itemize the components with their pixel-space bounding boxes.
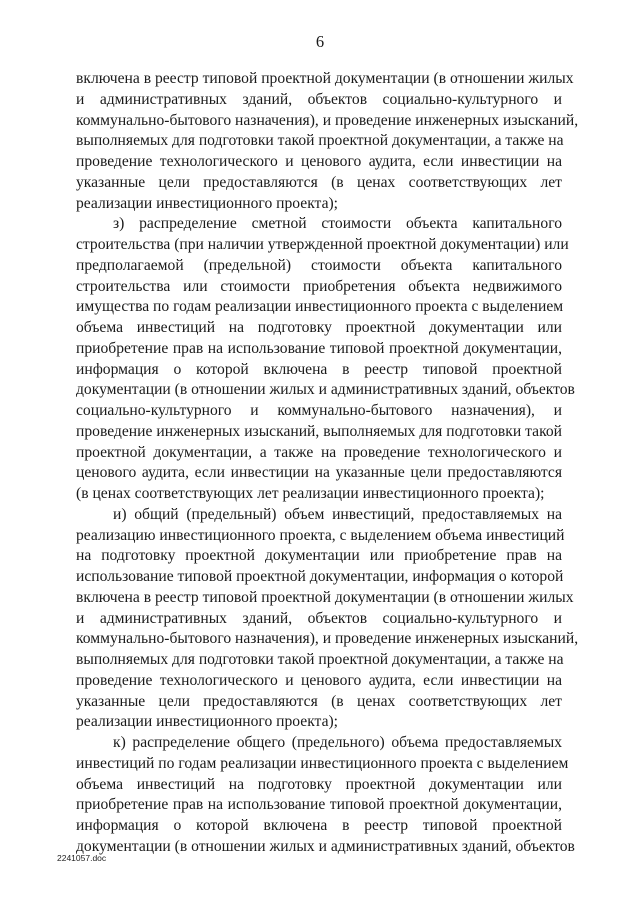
paragraph-item-i <box>76 505 579 733</box>
text-line: выполняемых для подготовки такой проектной документации, а также на <box>76 132 564 150</box>
text-line: строительства или стоимости приобретения объекта недвижимого <box>76 277 562 295</box>
text-line: объема инвестиций на подготовку проектной документации или <box>76 319 562 336</box>
text-line: коммунально-бытового назначения), и проведение инженерных изысканий, <box>76 630 579 648</box>
text-line: имущества по годам реализации инвестиционного проекта с выделением <box>76 298 564 316</box>
text-line: и административных зданий, объектов социально-культурного и <box>76 90 562 108</box>
text-line: документации (в отношении жилых и административных зданий, объектов <box>76 381 575 399</box>
text-line: реализации инвестиционного проекта); <box>76 194 339 212</box>
text-line: реализации инвестиционного проекта); <box>76 713 339 731</box>
text-line: информация о которой включена в реестр типовой проектной <box>76 360 562 378</box>
text-line: приобретение прав на использование типовой проектной документации, <box>76 339 562 357</box>
document-body <box>76 69 579 858</box>
text-line: ценового аудита, если инвестиции на указанные цели предоставляются <box>76 464 562 482</box>
text-line: реализацию инвестиционного проекта, с выделением объема инвестиций <box>76 526 565 544</box>
text-line: и) общий (предельный) объем инвестиций, предоставляемых на <box>113 505 562 523</box>
text-line: информация о которой включена в реестр типовой проектной <box>76 817 562 834</box>
text-line: объема инвестиций на подготовку проектной документации или <box>76 775 562 793</box>
text-line: документации (в отношении жилых и административных зданий, объектов <box>76 837 575 855</box>
paragraph-item-k <box>76 733 575 858</box>
text-line: проведение технологического и ценового аудита, если инвестиции на <box>76 153 562 170</box>
paragraph-continuation <box>76 69 579 214</box>
page-number: 6 <box>315 32 325 51</box>
text-line: строительства (при наличии утвержденной проектной документации) или <box>76 236 569 253</box>
text-line: проектной документации, а также на проведение технологического и <box>76 443 562 461</box>
text-line: предполагаемой (предельной) стоимости объекта капитального <box>76 256 562 274</box>
text-line: указанные цели предоставляются (в ценах соответствующих лет <box>76 692 562 710</box>
text-line: выполняемых для подготовки такой проектной документации, а также на <box>76 651 564 668</box>
footer-filename: 2241057.doc <box>57 853 107 863</box>
text-line: использование типовой проектной документации, информация о которой <box>76 568 564 585</box>
text-line: указанные цели предоставляются (в ценах соответствующих лет <box>76 173 562 191</box>
text-line: проведение инженерных изысканий, выполняемых для подготовки такой <box>76 422 562 440</box>
text-line: включена в реестр типовой проектной документации (в отношении жилых <box>76 70 574 87</box>
text-line: проведение технологического и ценового аудита, если инвестиции на <box>76 671 562 689</box>
text-line: и административных зданий, объектов социально-культурного и <box>76 609 562 627</box>
text-line: з) распределение сметной стоимости объекта капитального <box>113 215 562 233</box>
text-line: (в ценах соответствующих лет реализации инвестиционного проекта); <box>76 485 545 502</box>
text-line: коммунально-бытового назначения), и проведение инженерных изысканий, <box>76 111 579 129</box>
paragraph-item-z <box>76 214 575 505</box>
text-line: включена в реестр типовой проектной документации (в отношении жилых <box>76 588 574 606</box>
text-line: приобретение прав на использование типовой проектной документации, <box>76 796 562 814</box>
text-line: социально-культурного и коммунально-бытового назначения), и <box>76 402 562 419</box>
text-line: инвестиций по годам реализации инвестиционного проекта с выделением <box>76 754 569 772</box>
text-line: к) распределение общего (предельного) объема предоставляемых <box>113 734 562 751</box>
text-line: на подготовку проектной документации или приобретение прав на <box>76 547 562 565</box>
